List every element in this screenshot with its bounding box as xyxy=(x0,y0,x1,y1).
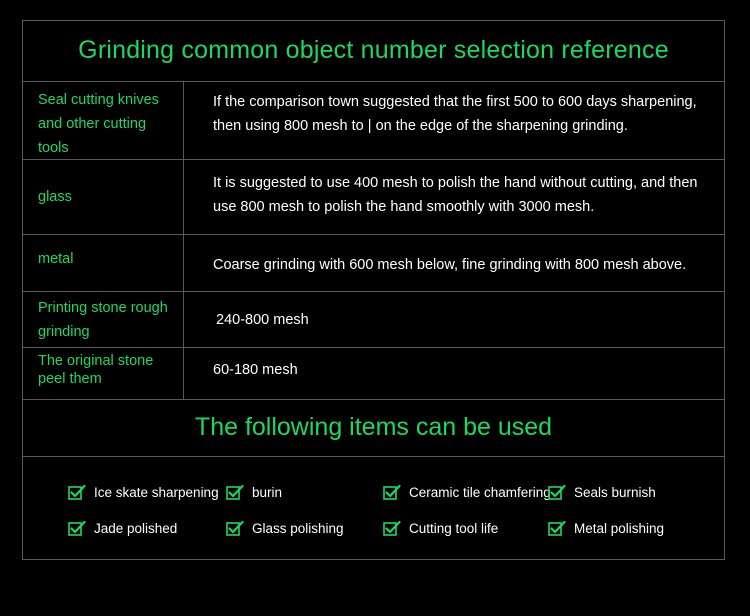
divider xyxy=(22,291,725,292)
row-description: It is suggested to use 400 mesh to polish the hand without cutting, and then use 800 mesh to polish the hand smoothly with 3000 mesh. xyxy=(213,175,698,215)
usage-item xyxy=(226,484,282,500)
row-description: 60-180 mesh xyxy=(213,362,298,378)
row-description: Coarse grinding with 600 mesh below, fine grinding with 800 mesh above. xyxy=(213,257,687,273)
checkbox-check-icon xyxy=(68,520,86,536)
usage-item-label: Ice skate sharpening xyxy=(94,484,219,500)
row-category: metal xyxy=(38,251,74,267)
checkbox-check-icon xyxy=(68,484,86,500)
checkbox-check-icon xyxy=(548,484,566,500)
row-description: 240-800 mesh xyxy=(216,312,309,328)
checkbox-check-icon xyxy=(383,484,401,500)
row-category: Printing stone rough grinding xyxy=(38,300,168,340)
usage-item-label: Metal polishing xyxy=(574,520,665,536)
checkbox-check-icon xyxy=(226,484,244,500)
usage-item-label: Cutting tool life xyxy=(409,520,499,536)
usage-item-label: Seals burnish xyxy=(574,484,656,500)
checkbox-check-icon xyxy=(548,520,566,536)
usage-item xyxy=(548,520,664,536)
usage-item-label: Ceramic tile chamfering xyxy=(409,484,551,500)
usage-item-label: burin xyxy=(252,484,283,500)
checkbox-check-icon xyxy=(383,520,401,536)
usage-item xyxy=(548,484,656,500)
column-divider xyxy=(183,81,184,399)
usage-item xyxy=(226,520,344,536)
usage-title: The following items can be used xyxy=(194,413,553,441)
row-category: The original stone peel them xyxy=(38,353,154,387)
usage-item xyxy=(383,484,551,500)
divider xyxy=(22,347,725,348)
divider xyxy=(22,456,725,457)
row-description: If the comparison town suggested that the first 500 to 600 days sharpening, then using 800 mesh to | on the edge of the sharpening grinding. xyxy=(213,94,697,134)
row-category: glass xyxy=(38,189,72,205)
divider xyxy=(22,234,725,235)
row-category: Seal cutting knives and other cutting tools xyxy=(38,92,159,156)
checkbox-check-icon xyxy=(226,520,244,536)
usage-item-label: Glass polishing xyxy=(252,520,344,536)
usage-item xyxy=(68,484,219,500)
usage-item-label: Jade polished xyxy=(94,520,178,536)
page-title: Grinding common object number selection reference xyxy=(78,36,669,64)
usage-item xyxy=(383,520,498,536)
usage-item xyxy=(68,520,177,536)
divider xyxy=(22,81,725,82)
